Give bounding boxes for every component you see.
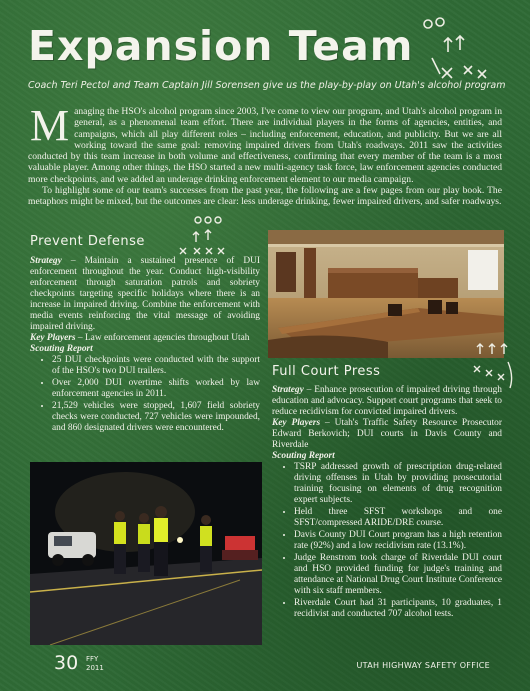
strategy-text: – Maintain a sustained presence of DUI enforcement throughout the year. Conduct high-visibility enforcement through saturation patrols and sobriety checkpoints targeting specific holidays where there is an increase in impaired driving. Combine the enforcement with media events reinforcing the vital message of avoiding impaired driving. [30,256,260,332]
courtroom-photo [268,230,504,358]
page-title: Expansion Team [28,22,414,70]
strategy-label: Strategy [30,256,62,266]
full-court-strategy [272,385,502,418]
key-players-text: – Utah's Traffic Safety Resource Prosecutor Edward Berkovich; DUI courts in Davis County and Riverdale [272,418,502,450]
prevent-strategy [30,256,260,333]
page-number: 30 [54,652,79,674]
intro-text [28,101,502,208]
key-players-text: – Law enforcement agencies throughout Utah [75,333,250,343]
chalk-play-diagram-top [418,12,508,82]
scouting-report-label: Scouting Report [30,344,93,354]
list-item: • Riverdale Court had 31 participants, 10 graduates, 1 recidivist and conducted 707 alcohol tests. [294,598,502,620]
prevent-defense-heading: Prevent Defense [30,234,145,249]
list-item: • Judge Renstrom took charge of Riverdale DUI court and HSO provided funding for judge's training and attendance at National Drug Court Institute Conference with six staff members. [294,553,502,597]
intro-paragraph-1: anaging the HSO's alcohol program since 2003, I've come to view our program, and Utah's alcohol program in general, as a phenomenal team effort. There are individual players in the forms of agencies, entities, and campaigns, which all play different roles – including enforcement, education, and publicity. But we are all working toward the same goal: removing impaired drivers from Utah's roadways. 2011 saw the activities conducted by this team increase in both volume and effectiveness, confirming that every member of the team is a most valuable player. Among other things, the HSO started a new multi-agency task force, law enforcement agencies conducted more checkpoints, and we added an underage drinking enforcement element to our media campaign. [28,106,502,185]
checkpoint-photo [30,462,262,645]
drop-cap: M [30,101,70,150]
key-players-label: Key Players [30,333,76,343]
page-subtitle: Coach Teri Pectol and Team Captain Jill Sorensen give us the play-by-play on Utah's alcohol program [28,80,506,91]
list-item: • Held three SFST workshops and one SFST/compressed ARIDE/DRE course. [294,507,502,529]
footer-year: 2011 [86,664,104,672]
full-court-bullet-list [272,462,502,620]
strategy-label: Strategy [272,385,304,395]
intro-paragraph-2: To highlight some of our team's successes from the past year, the following are a few pages from our play book. The metaphors might be mixed, but the outcomes are clear: less underage drinking, fewer impaired drivers, and safer roadways. [28,185,502,208]
footer-fiscal-year [86,655,116,673]
list-item: • 25 DUI checkpoints were conducted with the support of the HSO's two DUI trailers. [52,355,260,377]
full-court-press-body [272,385,502,621]
key-players-label: Key Players [272,418,321,428]
prevent-key-players [30,333,260,344]
footer-office: UTAH HIGHWAY SAFETY OFFICE [356,661,490,670]
prevent-defense-body [30,256,260,435]
scouting-report-label: Scouting Report [272,451,335,461]
chalk-play-diagram-left [176,214,254,258]
full-court-key-players [272,418,502,451]
footer-ffy-label: FFY [86,655,99,663]
list-item: • Davis County DUI Court program has a high retention rate (92%) and a low recidivism rate (13.1%). [294,530,502,552]
list-item: • Over 2,000 DUI overtime shifts worked by law enforcement agencies in 2011. [52,378,260,400]
list-item: • TSRP addressed growth of prescription drug-related driving offenses in Utah by providing prosecutorial training focusing on elements of drug recognition expert subjects. [294,462,502,506]
strategy-text: – Enhance prosecution of impaired driving through education and advocacy. Support court programs that seek to reduce recidivism for convicted impaired drivers. [272,385,502,417]
list-item: • 21,529 vehicles were stopped, 1,607 field sobriety checks were conducted, 727 vehicles were impounded, and 860 designated drivers were encountered. [52,401,260,434]
prevent-bullet-list [30,355,260,434]
full-court-press-heading: Full Court Press [272,364,381,379]
